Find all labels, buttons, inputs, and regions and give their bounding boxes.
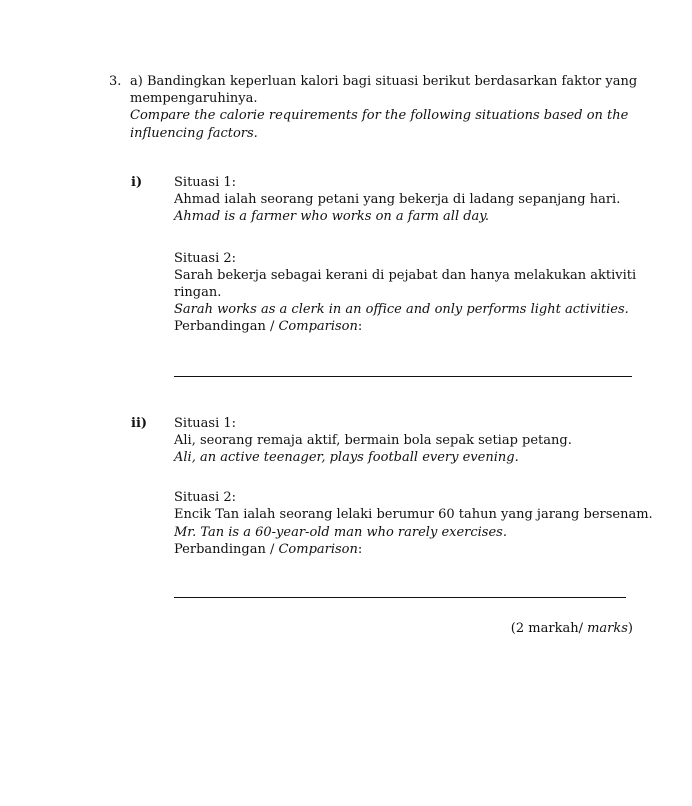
part-i-situation2-malay-line1: Sarah bekerja sebagai kerani di pejabat dan hanya melakukan aktiviti	[174, 268, 637, 283]
part-ii-situation2-heading: Situasi 2:	[174, 490, 237, 505]
marks-label	[511, 620, 633, 637]
comparison-colon: :	[357, 319, 363, 334]
part-i-situation2-heading: Situasi 2:	[174, 251, 237, 266]
question-a-malay-line2: mempengaruhinya.	[130, 91, 258, 106]
question-a-malay-line1: a) Bandingkan keperluan kalori bagi situasi berikut berdasarkan faktor yang	[130, 74, 638, 89]
comparison-english: Comparison	[278, 319, 358, 334]
part-ii-answer-line[interactable]	[174, 597, 626, 598]
comparison-colon: :	[357, 542, 363, 557]
part-i-situation1-heading: Situasi 1:	[174, 175, 237, 190]
part-i-situation1-malay: Ahmad ialah seorang petani yang bekerja di ladang sepanjang hari.	[174, 192, 621, 207]
marks-open: (2 markah/	[510, 621, 588, 636]
part-ii-situation1-malay: Ali, seorang remaja aktif, bermain bola sepak setiap petang.	[174, 433, 572, 448]
comparison-malay: Perbandingan /	[174, 542, 279, 557]
part-i-comparison-label	[174, 318, 362, 335]
part-ii-situation2-english: Mr. Tan is a 60-year-old man who rarely exercises.	[174, 525, 507, 540]
question-number: 3.	[109, 74, 122, 89]
part-ii-label: ii)	[131, 416, 148, 431]
part-ii-situation1-heading: Situasi 1:	[174, 416, 237, 431]
part-ii-situation2-malay: Encik Tan ialah seorang lelaki berumur 60 tahun yang jarang bersenam.	[174, 507, 653, 522]
question-a-english-line2: influencing factors.	[130, 126, 258, 141]
part-i-situation1-english: Ahmad is a farmer who works on a farm all day.	[174, 209, 490, 224]
comparison-malay: Perbandingan /	[174, 319, 279, 334]
part-ii-situation1-english: Ali, an active teenager, plays football every evening.	[174, 450, 519, 465]
question-a-english-line1: Compare the calorie requirements for the following situations based on the	[130, 108, 629, 123]
part-i-situation2-english: Sarah works as a clerk in an office and only performs light activities.	[174, 302, 629, 317]
part-ii-comparison-label	[174, 541, 362, 558]
part-i-situation2-malay-line2: ringan.	[174, 285, 222, 300]
marks-english: marks	[587, 621, 628, 636]
comparison-english: Comparison	[278, 542, 358, 557]
part-i-label: i)	[131, 175, 143, 190]
part-i-answer-line[interactable]	[174, 376, 632, 377]
marks-close: )	[627, 621, 633, 636]
